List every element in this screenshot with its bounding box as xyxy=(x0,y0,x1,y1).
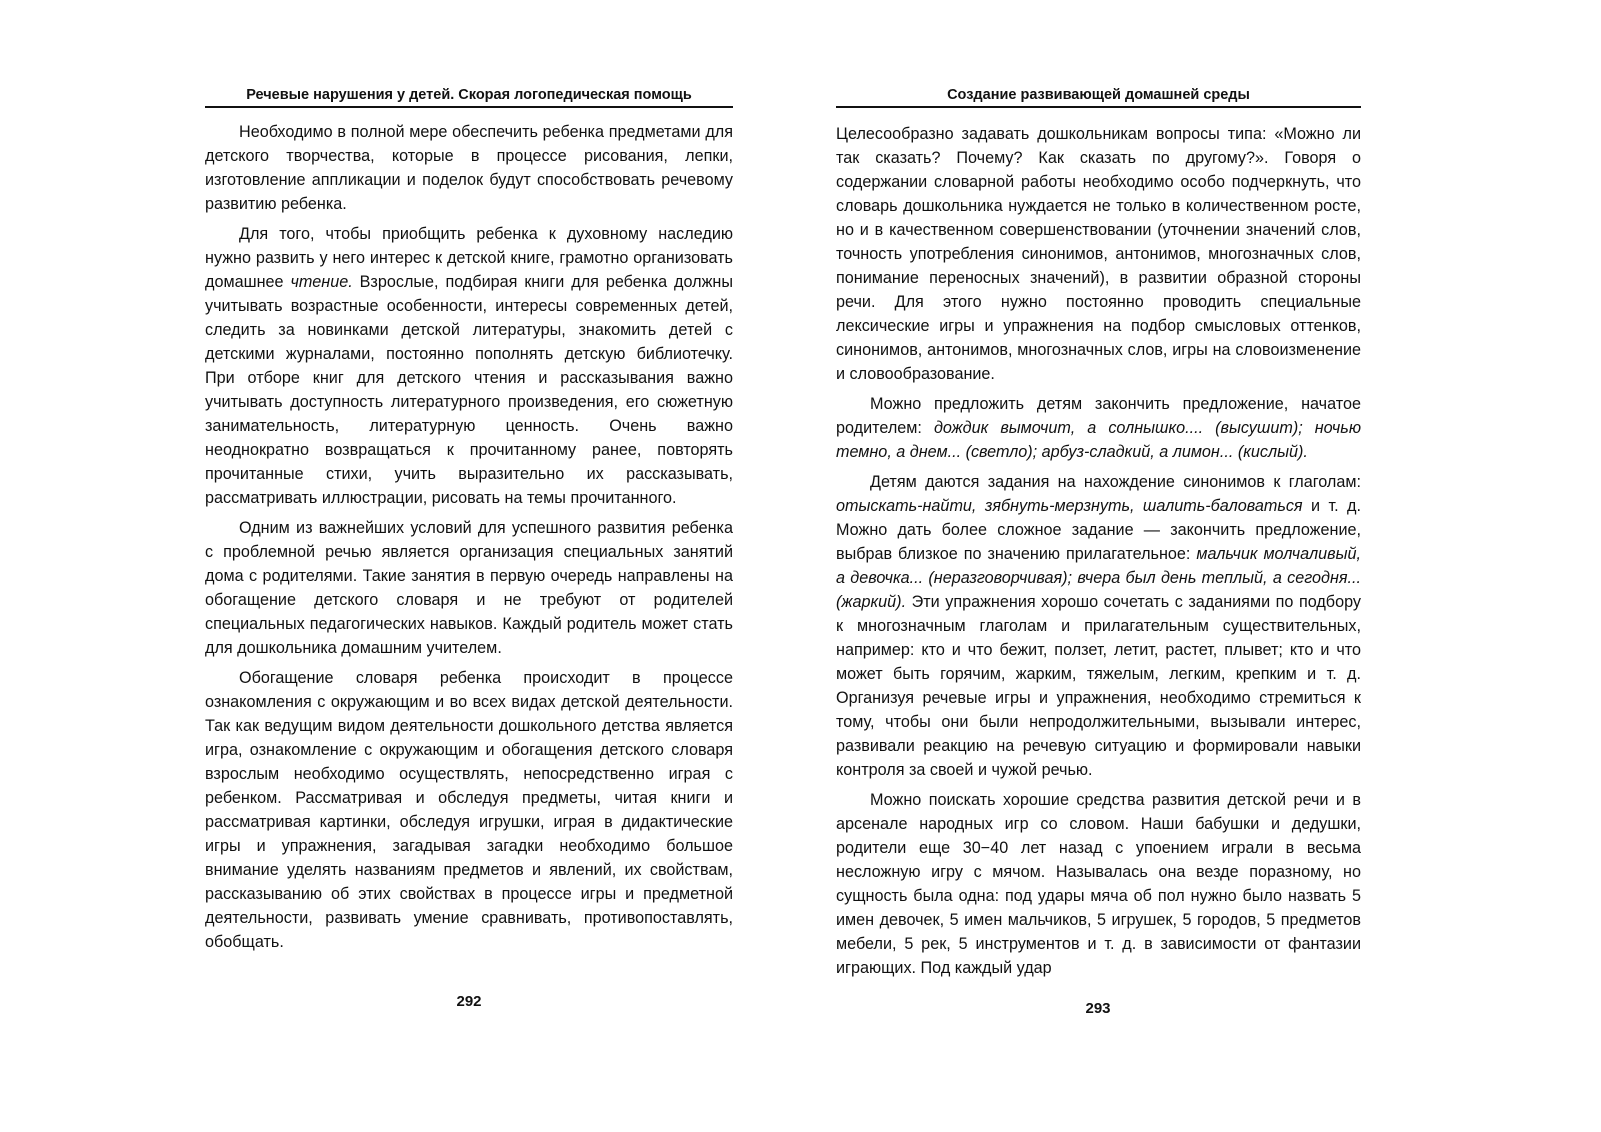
paragraph-text: Детям даются задания на нахождение синонимов к глаголам: xyxy=(870,473,1361,491)
paragraph xyxy=(205,222,733,510)
italic-text: чтение. xyxy=(290,273,353,291)
italic-text: отыскать-найти, зябнуть-мерзнуть, шалить-баловаться xyxy=(836,497,1303,515)
paragraph-text: Взрослые, подбирая книги для ребенка должны учитывать возрастные особенности, интересы современных детей, следить за новинками детской литературы, знакомить детей с детскими журналами, постоянно пополнять детскую библиотечку. При отборе книг для детского чтения и рассказывания важно учитывать доступность литературного произведения, его сюжетную занимательность, литературную ценность. Очень важно неоднократно возвращаться к прочитанному ранее, повторять прочитанные стихи, учить выразительно их рассказывать, рассматривать иллюстрации, рисовать на темы прочитанного. xyxy=(205,273,733,507)
paragraph: Необходимо в полной мере обеспечить ребенка предметами для детского творчества, которые в процессе рисования, лепки, изготовление аппликации и поделок будут способствовать речевому развитию ребенка. xyxy=(205,123,733,213)
page-number-right: 293 xyxy=(1085,1000,1111,1017)
running-head-right: Создание развивающей домашней среды xyxy=(836,86,1361,108)
right-page-text xyxy=(836,122,1361,980)
page-number-left: 292 xyxy=(456,993,482,1010)
paragraph: Целесообразно задавать дошкольникам вопросы типа: «Можно ли так сказать? Почему? Как сказать по другому?». Говоря о содержании словарной работы необходимо особо подчеркнуть, что словарь дошкольника нуждается не только в количественном росте, но и в качественном совершенствовании (уточнении значений слов, точность употребления синонимов, антонимов, многозначных слов, понимание переносных значений), в развитии образной стороны речи. Для этого нужно постоянно проводить специальные лексические игры и упражнения на подбор смысловых оттенков, синонимов, антонимов, многозначных слов, игры на словоизменение и словообразование. xyxy=(836,125,1361,383)
paragraph: Обогащение словаря ребенка происходит в процессе ознакомления с окружающим и во всех видах детской деятельности. Так как ведущим видом деятельности дошкольного детства является игра, ознакомление с окружающим и обогащения детского словаря взрослым необходимо осуществлять, непосредственно играя с ребенком. Рассматривая и обследуя предметы, читая книги и рассматривая картинки, обследуя игрушки, играя в дидактические игры и упражнения, загадывая загадки необходимо большое внимание уделять названиям предметов и явлений, их свойствам, рассказыванию об этих свойствах в процессе игры и предметной деятельности, развивать умение сравнивать, противопоставлять, обобщать. xyxy=(205,669,733,951)
left-page xyxy=(205,86,733,954)
paragraph xyxy=(836,470,1361,782)
paragraph-text: Можно предложить детям закончить предложение, начатое родителем: xyxy=(836,395,1361,437)
left-page-text xyxy=(205,120,733,954)
running-head-left: Речевые нарушения у детей. Скорая логопедическая помощь xyxy=(205,86,733,108)
paragraph: Одним из важнейших условий для успешного развития ребенка с проблемной речью является организация специальных занятий дома с родителями. Такие занятия в первую очередь направлены на обогащение детского словаря и не требуют от родителей специальных педагогических навыков. Каждый родитель может стать для дошкольника домашним учителем. xyxy=(205,519,733,657)
italic-text: дождик вымочит, а солнышко.... (высушит); ночью темно, а днем... (светло); арбуз-сладкий, а лимон... (кислый). xyxy=(836,419,1361,461)
paragraph-text: и т. д. Можно дать более сложное задание — закончить предложение, выбрав близкое по значению прилагательное: xyxy=(836,497,1361,563)
paragraph-text: Эти упражнения хорошо сочетать с заданиями по подбору к многозначным глаголам и прилагательным существительных, например: кто и что бежит, ползет, летит, растет, плывет; кто и что может быть горячим, жарким, тяжелым, легким, крепким и т. д. Организуя речевые игры и упражнения, необходимо стремиться к тому, чтобы они были непродолжительными, вызывали интерес, развивали реакцию на речевую ситуацию и формировали навыки контроля за своей и чужой речью. xyxy=(836,593,1361,779)
paragraph: Можно поискать хорошие средства развития детской речи и в арсенале народных игр со словом. Наши бабушки и дедушки, родители еще 30−40 лет назад с упоением играли в весьма несложную игру с мячом. Называлась она везде поразному, но сущность была одна: под удары мяча об пол нужно было назвать 5 имен девочек, 5 имен мальчиков, 5 игрушек, 5 городов, 5 предметов мебели, 5 рек, 5 инструментов и т. д. в зависимости от фантазии играющих. Под каждый удар xyxy=(836,791,1361,977)
paragraph xyxy=(836,392,1361,464)
paragraph-text: Для того, чтобы приобщить ребенка к духовному наследию нужно развить у него интерес к детской книге, грамотно организовать домашнее xyxy=(205,225,733,291)
italic-text: мальчик молчаливый, а девочка... (неразговорчивая); вчера был день теплый, а сегодня... (жаркий). xyxy=(836,545,1361,611)
right-page xyxy=(836,86,1361,980)
